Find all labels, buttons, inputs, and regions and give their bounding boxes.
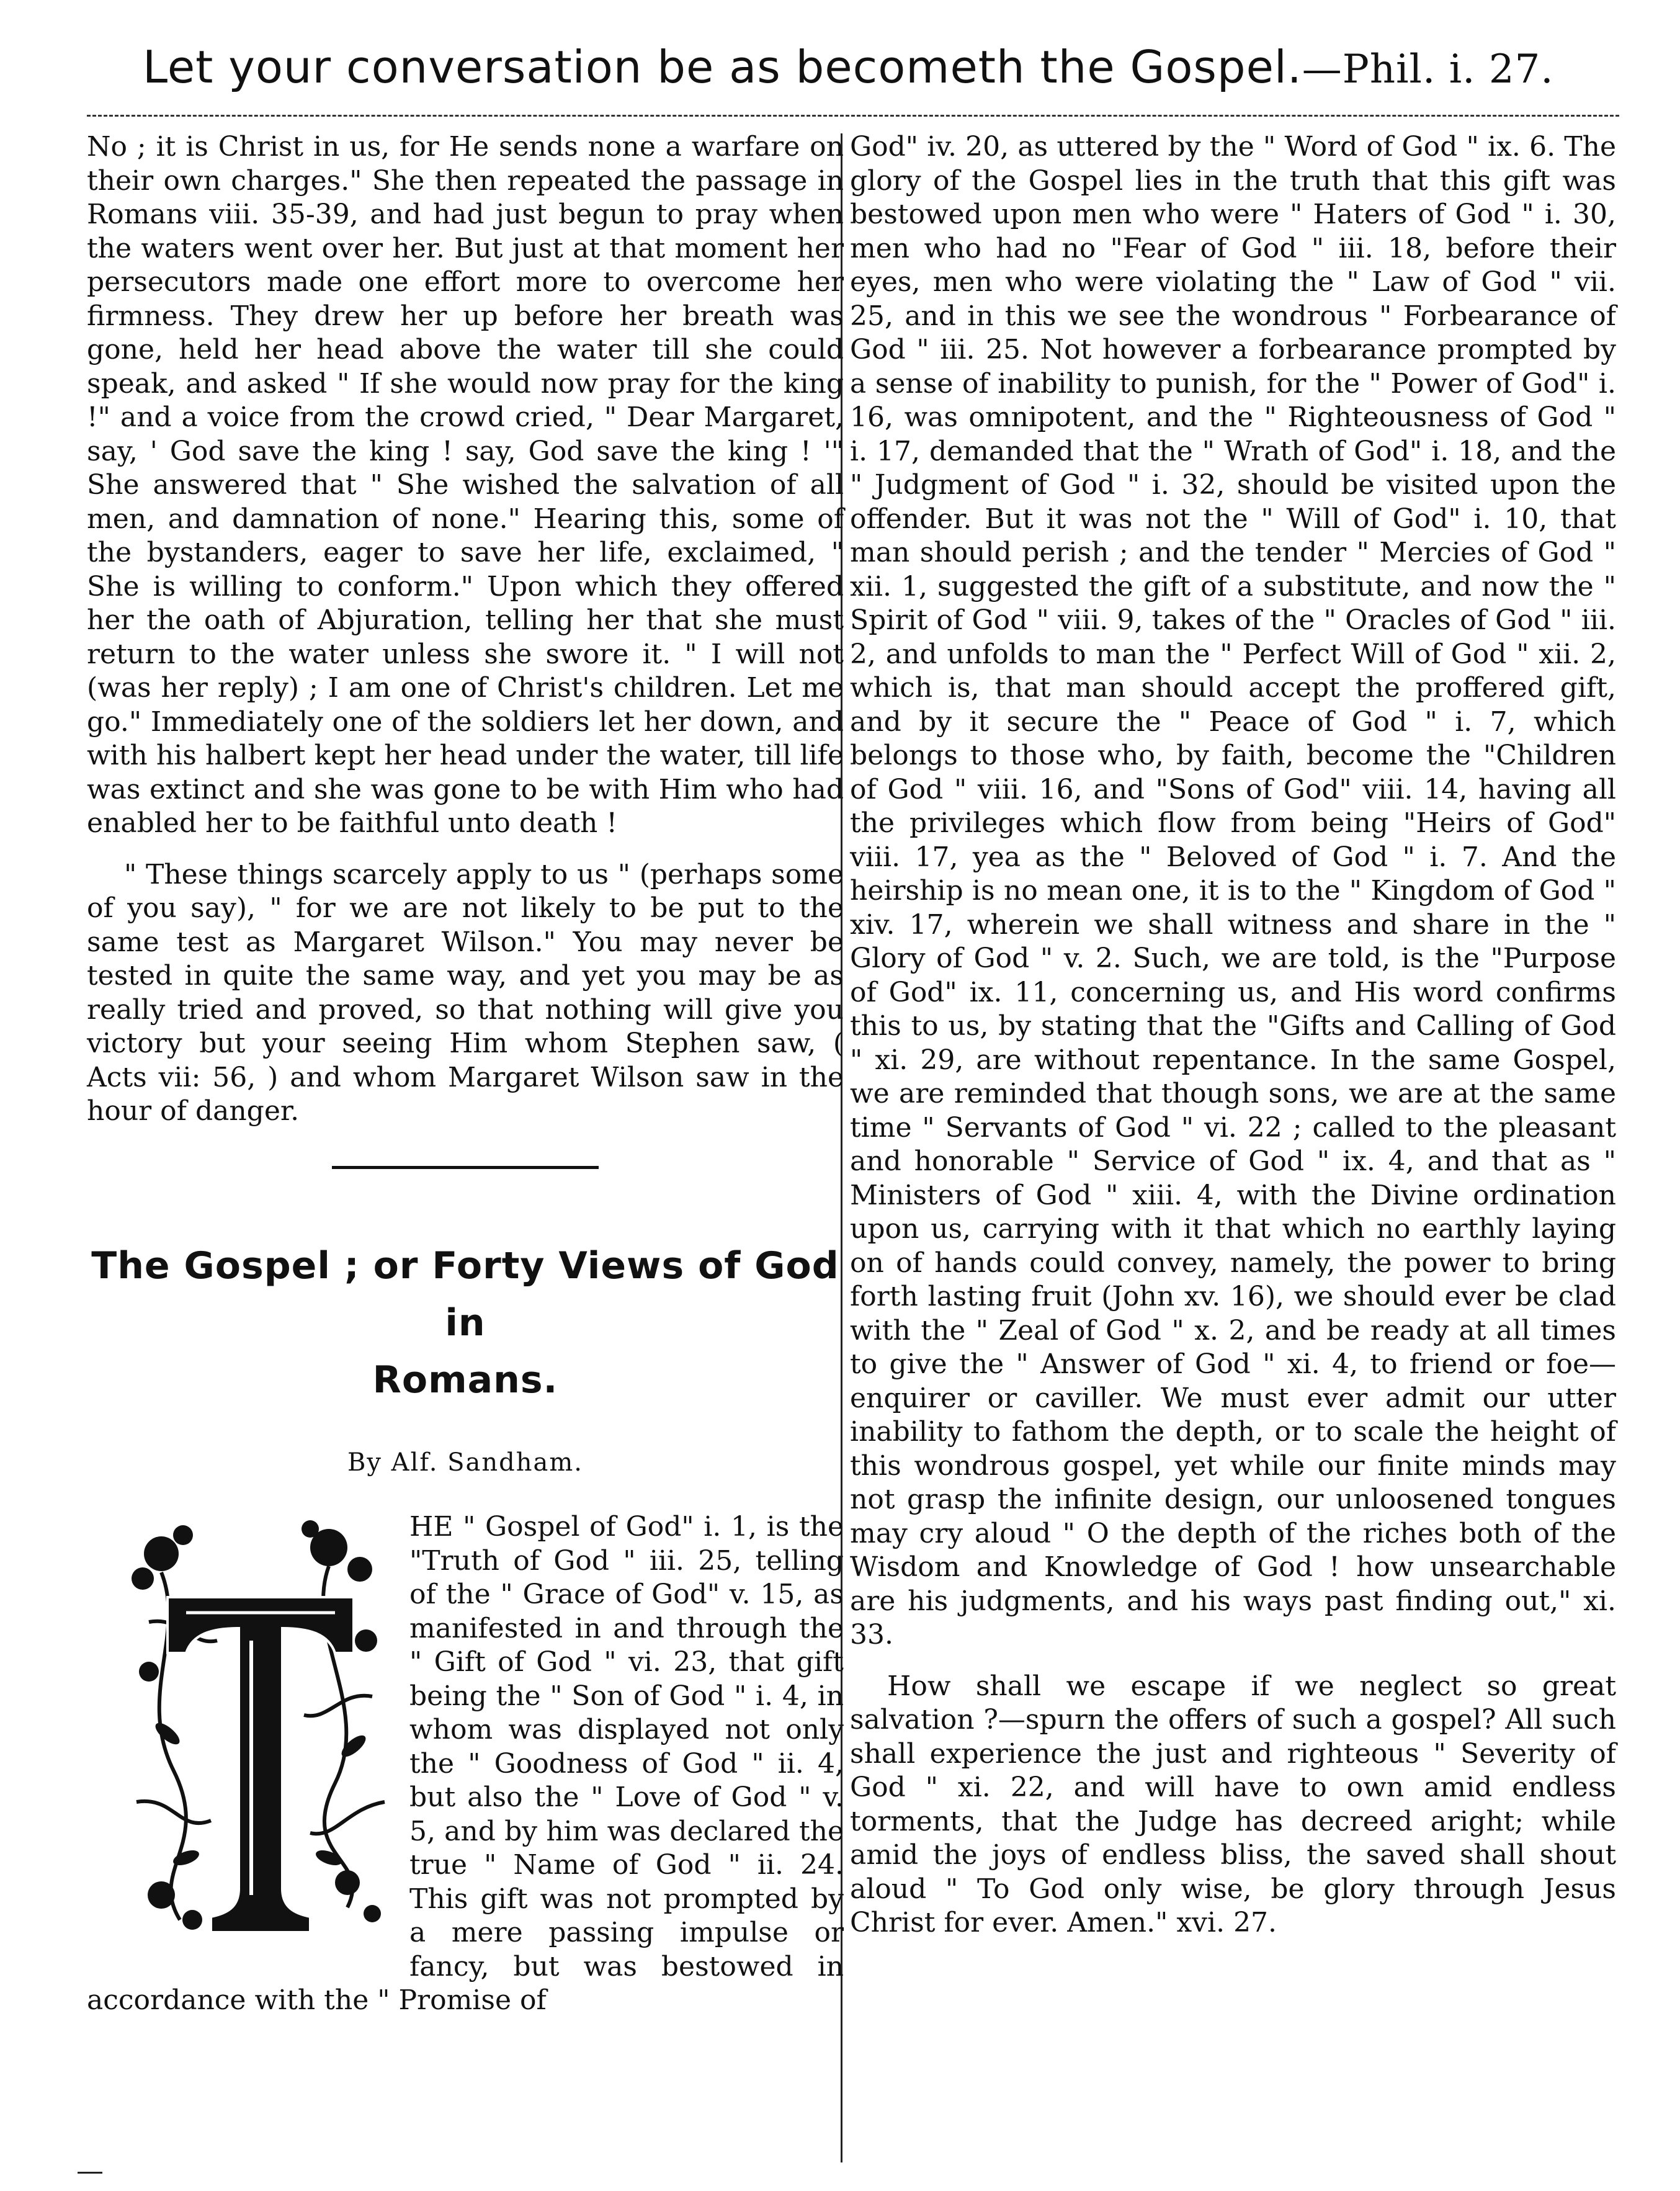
left-column: [87, 130, 844, 2035]
ornamental-dropcap-icon: [124, 1510, 397, 1945]
article-title: [87, 1237, 844, 1409]
right-paragraph-1: God" iv. 20, as uttered by the " Word of God " ix. 6. The glory of the Gospel lies in the truth that this gift was bestowed upon men who were " Haters of God " i. 30, men who had no "Fear of God " iii. 18, before their eyes, men who were violating the " Law of God " vii. 25, and in this we see the wondrous " Forbearance of God " iii. 25. Not however a forbearance prompted by a sense of inability to punish, for the " Power of God" i. 16, was omnipotent, and the " Righteousness of God " i. 17, demanded that the " Wrath of God" i. 18, and the " Judgment of God " i. 32, should be visited upon the offender. But it was not the " Will of God" i. 10, that man should perish ; and the tender " Mercies of God " xii. 1, suggested the gift of a substitute, and now the " Spirit of God " viii. 9, takes of the " Oracles of God " iii. 2, and unfolds to man the " Perfect Will of God " xii. 2, which is, that man should accept the proffered gift, and by it secure the " Peace of God " i. 7, which belongs to those who, by faith, become the "Children of God " viii. 16, and "Sons of God" viii. 14, having all the privileges which flow from being "Heirs of God" viii. 17, yea as the " Beloved of God " i. 7. And the heirship is no mean one, it is to the " Kingdom of God " xiv. 17, wherein we shall witness and share in the " Glory of God " v. 2. Such, we are told, is the "Purpose of God" ix. 11, concerning us, and His word confirms this to us, by stating that the "Gifts and Calling of God " xi. 29, are without repentance. In the same Gospel, we are reminded that though sons, we are at the same time " Servants of God " vi. 22 ; called to the pleasant and honorable " Service of God " ix. 4, and that as " Ministers of God " xiii. 4, with the Divine ordination upon us, carrying with it that which no earthly laying on of hands could convey, namely, the power to bring forth lasting fruit (John xv. 16), we should ever be clad with the " Zeal of God " x. 2, and be ready at all times to give the " Answer of God " xi. 4, to friend or foe—enquirer or caviller. We must ever admit our utter inability to fathom the depth, or to scale the height of this wondrous gospel, yet while our finite minds may not grasp the infinite design, our unloosened tongues may cry aloud " O the depth of the riches both of the Wisdom and Knowledge of God ! how unsearchable are his judgments, and his ways past finding out," xi. 33.: [850, 131, 1616, 1651]
right-paragraph-2: How shall we escape if we neglect so great salvation ?—spurn the offers of such a gospel? All such shall experience the just and righteous " Severity of God " xi. 22, and will have to own amid endless torments, that the Judge has decreed aright; while amid the joys of endless bliss, the saved shall shout aloud " To God only wise, be glory through Jesus Christ for ever. Amen." xvi. 27.: [850, 1670, 1616, 1938]
left-paragraph-1: No ; it is Christ in us, for He sends none a warfare on their own charges." She then repeated the passage in Romans viii. 35-39, and had just begun to pray when the waters went over her. But just at that moment her persecutors made one effort more to overcome her firmness. They drew her up before her breath was gone, held her head above the water till she could speak, and asked " If she would now pray for the king !" and a voice from the crowd cried, " Dear Margaret, say, ' God save the king ! say, God save the king ! '" She answered that " She wished the salvation of all men, and damnation of none." Hearing this, some of the bystanders, eager to save her life, exclaimed, " She is willing to conform." Upon which they offered her the oath of Abjuration, telling her that she must return to the water unless she swore it. " I will not (was her reply) ; I am one of Christ's children. Let me go." Immediately one of the soldiers let her down, and with his halbert kept her head under the water, till life was extinct and she was gone to be with Him who had enabled her to be faithful unto death !: [87, 131, 844, 839]
left-paragraph-2: " These things scarcely apply to us " (perhaps some of you say), " for we are not likely to be put to the same test as Margaret Wilson." You may never be tested in quite the same way, and yet you may be as really tried and proved, so that nothing will give you victory but your seeing Him whom Stephen saw, ( Acts vii: 56, ) and whom Margaret Wilson saw in the hour of danger.: [87, 858, 844, 1127]
header-title: Let your conversation be as becometh the Gospel.: [143, 41, 1302, 93]
bottom-mark: [78, 2172, 102, 2174]
page-header: [143, 30, 1563, 104]
article-title-line-2: Romans.: [372, 1358, 558, 1402]
article-byline: By Alf. Sandham.: [347, 1448, 584, 1477]
section-divider: [332, 1166, 599, 1169]
header-reference: —Phil. i. 27.: [1302, 47, 1554, 92]
right-column: [850, 130, 1616, 1958]
article-body: [87, 1510, 844, 2018]
left-paragraph-3: HE " Gospel of God" i. 1, is the "Truth of God " iii. 25, telling of the " Grace of God" v. 15, as manifested in and through the " Gift of God " vi. 23, that gift being the " Son of God " i. 4, in whom was displayed not only the " Goodness of God " ii. 4, but also the " Love of God " v. 5, and by him was declared the true " Name of God " ii. 24. This gift was not prompted by a mere passing impulse or fancy, but was bestowed in accordance with the " Promise of: [87, 1511, 844, 2016]
article-title-line-1: The Gospel ; or Forty Views of God in: [91, 1243, 839, 1345]
header-rule: [87, 115, 1619, 117]
